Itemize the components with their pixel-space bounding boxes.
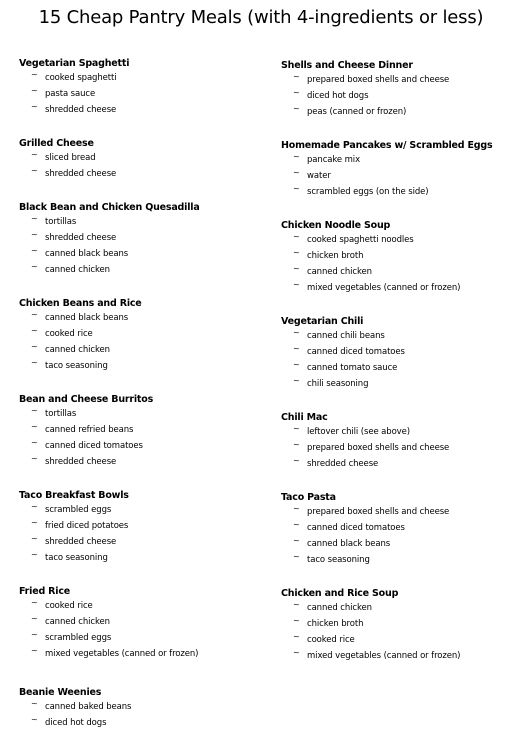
meal-section	[19, 687, 259, 731]
meal-section	[19, 394, 259, 470]
meal-title: Chicken and Rice Soup	[281, 588, 399, 599]
ingredient-list	[281, 328, 521, 392]
tilde-bullet-icon: ~	[31, 534, 38, 543]
ingredient-text: canned chicken	[45, 345, 110, 355]
tilde-bullet-icon: ~	[293, 248, 300, 257]
ingredient-item	[19, 630, 259, 646]
ingredient-text: canned chicken	[45, 617, 110, 627]
meal-title: Chicken Beans and Rice	[19, 298, 142, 309]
ingredient-item	[19, 150, 259, 166]
tilde-bullet-icon: ~	[31, 454, 38, 463]
tilde-bullet-icon: ~	[293, 504, 300, 513]
meal-title: Vegetarian Spaghetti	[19, 58, 130, 69]
ingredient-item	[19, 86, 259, 102]
tilde-bullet-icon: ~	[31, 246, 38, 255]
ingredient-list	[281, 504, 521, 568]
ingredient-item	[19, 310, 259, 326]
ingredient-text: water	[307, 171, 331, 181]
ingredient-text: prepared boxed shells and cheese	[307, 507, 450, 517]
ingredient-text: cooked rice	[45, 329, 93, 339]
tilde-bullet-icon: ~	[31, 86, 38, 95]
ingredient-text: canned chicken	[45, 265, 110, 275]
ingredient-list	[281, 152, 521, 200]
tilde-bullet-icon: ~	[293, 72, 300, 81]
tilde-bullet-icon: ~	[31, 614, 38, 623]
ingredient-item	[281, 424, 521, 440]
tilde-bullet-icon: ~	[293, 104, 300, 113]
ingredient-text: canned diced tomatoes	[45, 441, 143, 451]
tilde-bullet-icon: ~	[31, 598, 38, 607]
tilde-bullet-icon: ~	[293, 424, 300, 433]
ingredient-text: prepared boxed shells and cheese	[307, 75, 450, 85]
tilde-bullet-icon: ~	[293, 632, 300, 641]
tilde-bullet-icon: ~	[293, 360, 300, 369]
tilde-bullet-icon: ~	[31, 150, 38, 159]
ingredient-text: canned diced tomatoes	[307, 523, 405, 533]
ingredient-text: canned refried beans	[45, 425, 134, 435]
ingredient-item	[281, 504, 521, 520]
ingredient-list	[281, 424, 521, 472]
ingredient-text: canned tomato sauce	[307, 363, 398, 373]
tilde-bullet-icon: ~	[31, 550, 38, 559]
ingredient-text: canned chili beans	[307, 331, 385, 341]
ingredient-text: leftover chili (see above)	[307, 427, 410, 437]
ingredient-item	[281, 232, 521, 248]
ingredient-item	[19, 102, 259, 118]
meal-title: Fried Rice	[19, 586, 71, 597]
ingredient-item	[19, 166, 259, 182]
ingredient-text: shredded cheese	[45, 457, 117, 467]
ingredient-item	[19, 646, 259, 662]
ingredient-text: fried diced potatoes	[45, 521, 129, 531]
ingredient-text: prepared boxed shells and cheese	[307, 443, 450, 453]
meal-section	[19, 58, 259, 118]
tilde-bullet-icon: ~	[31, 310, 38, 319]
meal-section	[281, 140, 521, 200]
ingredient-item	[19, 518, 259, 534]
ingredient-list	[19, 699, 259, 731]
ingredient-text: canned black beans	[307, 539, 391, 549]
ingredient-list	[19, 214, 259, 278]
tilde-bullet-icon: ~	[293, 168, 300, 177]
ingredient-text: diced hot dogs	[45, 718, 107, 728]
ingredient-item	[281, 104, 521, 120]
ingredient-item	[19, 230, 259, 246]
ingredient-item	[19, 598, 259, 614]
ingredient-item	[19, 454, 259, 470]
ingredient-item	[281, 600, 521, 616]
ingredient-item	[281, 248, 521, 264]
tilde-bullet-icon: ~	[293, 456, 300, 465]
ingredient-item	[281, 328, 521, 344]
ingredient-item	[19, 534, 259, 550]
ingredient-list	[281, 72, 521, 120]
ingredient-text: taco seasoning	[45, 361, 108, 371]
ingredient-text: canned black beans	[45, 313, 129, 323]
tilde-bullet-icon: ~	[293, 648, 300, 657]
tilde-bullet-icon: ~	[31, 262, 38, 271]
ingredient-text: sliced bread	[45, 153, 96, 163]
ingredient-text: taco seasoning	[307, 555, 370, 565]
ingredient-item	[19, 342, 259, 358]
meal-section	[281, 492, 521, 568]
tilde-bullet-icon: ~	[31, 406, 38, 415]
ingredient-item	[281, 184, 521, 200]
ingredient-item	[19, 550, 259, 566]
ingredient-list	[281, 600, 521, 664]
ingredient-text: mixed vegetables (canned or frozen)	[45, 649, 199, 659]
meal-title: Shells and Cheese Dinner	[281, 60, 413, 71]
ingredient-item	[19, 326, 259, 342]
tilde-bullet-icon: ~	[31, 102, 38, 111]
ingredient-item	[281, 440, 521, 456]
meal-section	[281, 60, 521, 120]
meal-title: Chicken Noodle Soup	[281, 220, 391, 231]
tilde-bullet-icon: ~	[293, 376, 300, 385]
ingredient-item	[281, 72, 521, 88]
ingredient-item	[19, 358, 259, 374]
tilde-bullet-icon: ~	[31, 214, 38, 223]
ingredient-text: tortillas	[45, 409, 77, 419]
ingredient-item	[281, 520, 521, 536]
ingredient-item	[19, 699, 259, 715]
ingredient-item	[281, 88, 521, 104]
ingredient-text: shredded cheese	[45, 537, 117, 547]
meal-section	[19, 138, 259, 182]
ingredient-item	[281, 152, 521, 168]
ingredient-item	[19, 438, 259, 454]
tilde-bullet-icon: ~	[31, 326, 38, 335]
ingredient-text: shredded cheese	[45, 105, 117, 115]
ingredient-item	[281, 264, 521, 280]
ingredient-text: mixed vegetables (canned or frozen)	[307, 283, 461, 293]
ingredient-text: diced hot dogs	[307, 91, 369, 101]
ingredient-item	[281, 456, 521, 472]
ingredient-list	[19, 70, 259, 118]
meal-section	[19, 586, 259, 662]
tilde-bullet-icon: ~	[31, 342, 38, 351]
ingredient-text: chili seasoning	[307, 379, 369, 389]
tilde-bullet-icon: ~	[293, 184, 300, 193]
ingredient-list	[19, 310, 259, 374]
ingredient-text: tortillas	[45, 217, 77, 227]
ingredient-item	[281, 648, 521, 664]
tilde-bullet-icon: ~	[293, 600, 300, 609]
ingredient-text: cooked rice	[307, 635, 355, 645]
ingredient-text: pancake mix	[307, 155, 360, 165]
tilde-bullet-icon: ~	[31, 502, 38, 511]
ingredient-text: peas (canned or frozen)	[307, 107, 407, 117]
ingredient-item	[281, 344, 521, 360]
ingredient-text: canned chicken	[307, 603, 372, 613]
meal-title: Black Bean and Chicken Quesadilla	[19, 202, 200, 213]
tilde-bullet-icon: ~	[31, 422, 38, 431]
meal-title: Homemade Pancakes w/ Scrambled Eggs	[281, 140, 493, 151]
ingredient-text: shredded cheese	[45, 233, 117, 243]
tilde-bullet-icon: ~	[293, 616, 300, 625]
tilde-bullet-icon: ~	[31, 715, 38, 724]
tilde-bullet-icon: ~	[293, 344, 300, 353]
tilde-bullet-icon: ~	[31, 518, 38, 527]
meal-title: Grilled Cheese	[19, 138, 94, 149]
ingredient-item	[281, 632, 521, 648]
meal-section	[281, 412, 521, 472]
ingredient-item	[19, 715, 259, 731]
tilde-bullet-icon: ~	[293, 520, 300, 529]
tilde-bullet-icon: ~	[293, 264, 300, 273]
ingredient-text: cooked spaghetti	[45, 73, 117, 83]
ingredient-text: scrambled eggs (on the side)	[307, 187, 429, 197]
ingredient-item	[281, 552, 521, 568]
tilde-bullet-icon: ~	[31, 646, 38, 655]
tilde-bullet-icon: ~	[31, 630, 38, 639]
tilde-bullet-icon: ~	[293, 232, 300, 241]
meal-section	[281, 220, 521, 296]
meal-title: Chili Mac	[281, 412, 328, 423]
ingredient-text: canned chicken	[307, 267, 372, 277]
meal-section	[19, 298, 259, 374]
ingredient-text: taco seasoning	[45, 553, 108, 563]
ingredient-item	[281, 536, 521, 552]
tilde-bullet-icon: ~	[31, 166, 38, 175]
ingredient-item	[281, 376, 521, 392]
meal-title: Vegetarian Chili	[281, 316, 364, 327]
ingredient-list	[281, 232, 521, 296]
tilde-bullet-icon: ~	[31, 358, 38, 367]
ingredient-item	[19, 422, 259, 438]
ingredient-item	[19, 262, 259, 278]
ingredient-item	[281, 360, 521, 376]
tilde-bullet-icon: ~	[31, 70, 38, 79]
ingredient-text: scrambled eggs	[45, 505, 112, 515]
tilde-bullet-icon: ~	[293, 552, 300, 561]
tilde-bullet-icon: ~	[293, 440, 300, 449]
meal-section	[281, 588, 521, 664]
ingredient-item	[281, 616, 521, 632]
ingredient-list	[19, 406, 259, 470]
meal-section	[19, 490, 259, 566]
ingredient-item	[19, 502, 259, 518]
tilde-bullet-icon: ~	[293, 152, 300, 161]
ingredient-text: shredded cheese	[45, 169, 117, 179]
ingredient-list	[19, 150, 259, 182]
ingredient-item	[281, 280, 521, 296]
meal-section	[19, 202, 259, 278]
ingredient-list	[19, 598, 259, 662]
ingredient-list	[19, 502, 259, 566]
tilde-bullet-icon: ~	[293, 280, 300, 289]
meal-title: Taco Pasta	[281, 492, 336, 503]
meal-title: Bean and Cheese Burritos	[19, 394, 154, 405]
ingredient-text: canned black beans	[45, 249, 129, 259]
ingredient-text: pasta sauce	[45, 89, 96, 99]
ingredient-text: shredded cheese	[307, 459, 379, 469]
ingredient-text: cooked spaghetti noodles	[307, 235, 414, 245]
ingredient-item	[19, 406, 259, 422]
ingredient-text: canned diced tomatoes	[307, 347, 405, 357]
tilde-bullet-icon: ~	[31, 699, 38, 708]
ingredient-text: chicken broth	[307, 619, 364, 629]
meal-section	[281, 316, 521, 392]
meal-title: Taco Breakfast Bowls	[19, 490, 129, 501]
ingredient-text: chicken broth	[307, 251, 364, 261]
tilde-bullet-icon: ~	[31, 438, 38, 447]
ingredient-item	[281, 168, 521, 184]
ingredient-text: canned baked beans	[45, 702, 132, 712]
ingredient-item	[19, 614, 259, 630]
tilde-bullet-icon: ~	[31, 230, 38, 239]
ingredient-item	[19, 70, 259, 86]
tilde-bullet-icon: ~	[293, 328, 300, 337]
ingredient-item	[19, 214, 259, 230]
tilde-bullet-icon: ~	[293, 536, 300, 545]
ingredient-text: cooked rice	[45, 601, 93, 611]
ingredient-item	[19, 246, 259, 262]
ingredient-text: scrambled eggs	[45, 633, 112, 643]
tilde-bullet-icon: ~	[293, 88, 300, 97]
page-title: 15 Cheap Pantry Meals (with 4-ingredients or less)	[38, 7, 484, 28]
meal-title: Beanie Weenies	[19, 687, 102, 698]
ingredient-text: mixed vegetables (canned or frozen)	[307, 651, 461, 661]
